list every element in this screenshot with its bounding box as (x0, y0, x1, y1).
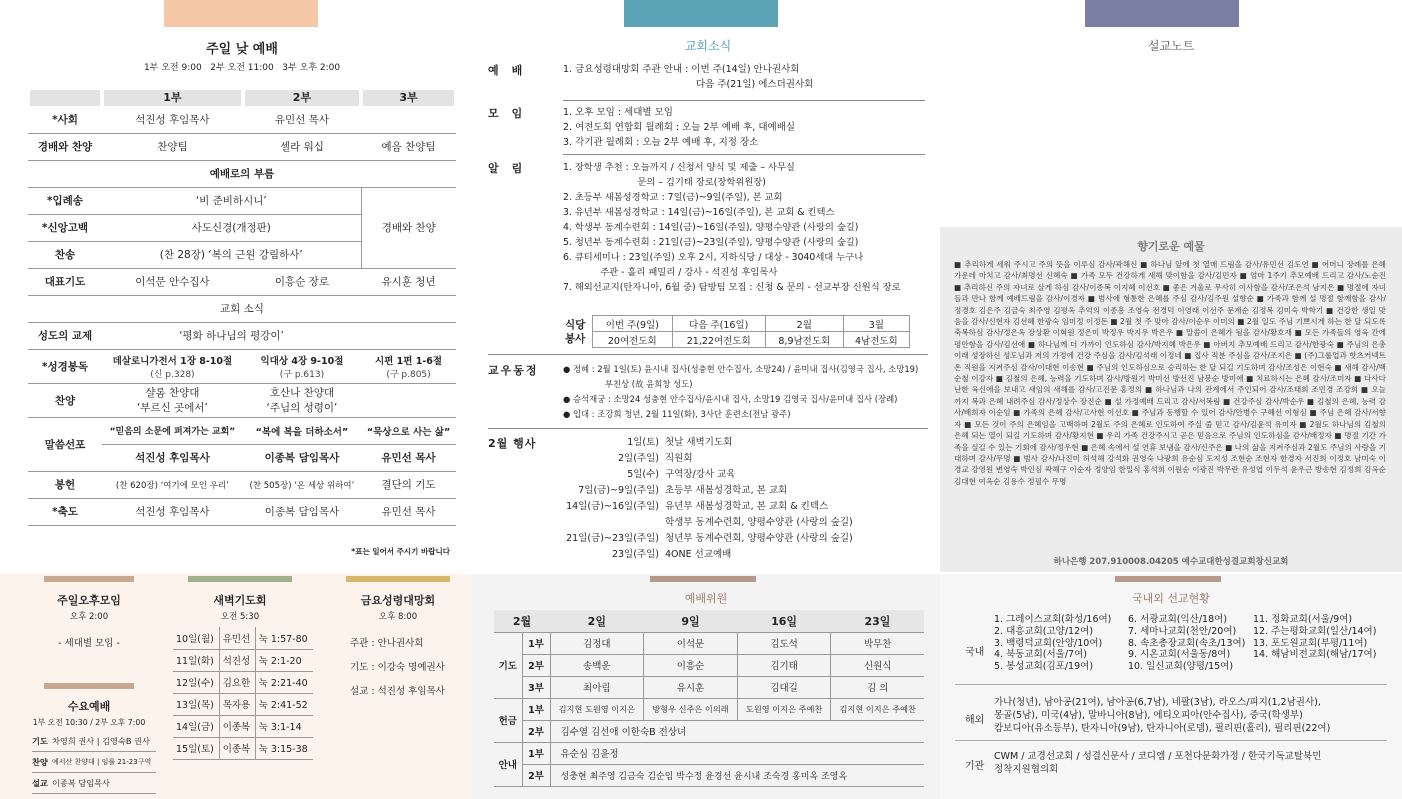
meal-service-label: 식당 봉사 (565, 319, 586, 345)
dawn-cell-s: 눅 3:15-38 (255, 737, 313, 759)
feb-event-desc: 청년부 동계수련회, 양평수양관 (사랑의 숲길) (665, 533, 853, 544)
wednesday-title: 수요예배 (67, 700, 111, 713)
dawn-cell-p: 목자용 (219, 693, 255, 715)
mission-org-label: 기관 (965, 761, 985, 772)
divider (488, 354, 928, 355)
row-sahoe: *사회 석진성 후임목사 유민선 목사 (28, 106, 456, 133)
mission-org-list: CWM / 교경선교회 / 성결신문사 / 코디엠 / 포천다문화가정 / 한국기독교탈북민 정착지원협의회 (994, 751, 1322, 775)
mission-tab-marker (1115, 576, 1221, 582)
dawn-cell-s: 눅 1:57-80 (255, 627, 313, 649)
dawn-row (173, 627, 313, 649)
dawn-cell-d: 11일(화) (173, 649, 219, 671)
feb-event-date: 21일(금)~23일(주일) (566, 533, 659, 544)
feb-event-date: 23일(주일) (611, 549, 659, 560)
divider (563, 100, 925, 101)
news-title: 교회소식 (684, 39, 732, 53)
feb-event-row (538, 547, 928, 563)
dawn-cell-s: 눅 2:1-20 (255, 649, 313, 671)
header-part2: 2부 (245, 90, 359, 106)
afternoon-time: 오후 2:00 (69, 612, 109, 622)
row-sermon-topic: 말씀선포 “믿음의 소문에 퍼져가는 교회” “복에 복을 더하소서” “묵상으로 사는 삶” (28, 417, 456, 444)
friday-rows: 주관 : 안나권사회 기도 : 이강숙 명예권사 설교 : 석진성 후임목사 (350, 638, 445, 697)
worship-title: 주일 낮 예배 (206, 42, 278, 57)
header-part3: 3부 (363, 90, 454, 106)
friday-title: 금요성령대망회 (360, 594, 436, 607)
afternoon-content: - 세대별 모임 - (58, 638, 120, 649)
sermon-note-title: 설교노트 (1147, 39, 1195, 53)
news-meetings: 모 임 1. 오후 모임 : 세대별 모임 2. 여전도회 연합회 월례회 : 오늘 2부 예배 후, 대예배실 3. 각기관 월례회 : 오늘 2부 예배 후, 지정 장소 (488, 107, 796, 148)
divider (955, 684, 1387, 685)
feb-event-date: 7일(금)~9일(주일) (578, 485, 659, 496)
dawn-cell-d: 15일(토) (173, 737, 219, 759)
worship-tab-marker (164, 0, 318, 27)
wednesday-rows: 기도 차영희 권사 | 김영숙B 권사 찬양 예서산 찬양대 | 임률 21-23구역 설교 이종복 담임목사 (32, 731, 156, 794)
row-song: 찬송 (찬 28장) ‘복의 근원 강림하사’ (28, 241, 456, 268)
wednesday-time: 1부 오전 10:30 / 2부 오후 7:00 (32, 718, 146, 727)
dawn-table (173, 627, 313, 760)
dawn-time: 오전 5:30 (220, 612, 260, 622)
offerings-text: ■ 추리하게 세워 주시고 주의 뜻을 이루심 감사/곽해신 ■ 하나님 앞에 첫 열매 드림을 감사/유민선 김도연 ■ 어머니 장례를 은혜 가운데 마치고 감사/최명선 신혜숙 ■ 가족 모두 건강하게 새해 맞이함을 감사/김민자 ■ 엄마 1주기 추모예배 드리고 감사/노순진 ■ 추리하신 주의 자녀로 살게 하심 감사/이종복 이지혜 이선호 ■ 좋은 겨울로 무사히 이사함을 감사/조은석 남지은 ■ 명절에 자녀들과 만나 함께 예배드림을 감사/이경자 ■ 범사에 형통한 은혜를 주심 감사/김주원 설향순 ■ 가족과 함께 설 명절 함께함을 감사/정경호 김은주 김금숙 최주영 김평옥 추억의 이종흥 조영숙 전경덕 이영래 이선주 문계순 김정복 김미숙 박학기 ■ 건강한 생일 맞음을 감사/신현자 김선혜 한광숙 임미정 이정돈 ■ 2월 첫 주 맞아 감사/이순우 이미의 ■ 2월 일도 주님 기쁘시게 하는 한 달 되도록 축복하심 감사/정은옥 장상환 이혁원 정은미 박정우 박지우 박은우 ■ 말씀이 은혜가 됨을 감사/황호재 ■ 모든 가족들의 영육 간에 평안함을 감사/김선애 ■ 하나님께 더 가까이 인도하심 감사/박지혜 박은우 ■ 아버지 추모예배 드리고 감사/한광숙 ■ 주님의 은총이래 성장하신 성도님과 저의 가정에 건강 주심을 감사/김석래 이정네 ■ 집사 직분 주심을 감사/조지은 ■ (주)그룹업과 핫츠커넥트 온 직원을 지켜주심 감사/이대현 이송현 ■ 주님의 인도하심으로 승리하는 한 달 되길 기도하며 감사/조성은 이현숙 ■ 새해 감사/백순철 이강자 ■ 김철의 은혜, 능력을 기도하며 감사/방원기 박미선 방선진 남봉순 방미애 ■ 치료하시는 은혜 감사/조미자 ■ 다사다난한 육신에을 보내고 새임의 새해를 감사/고진문 홍정의 ■ 하나님과 나의 관계에서 주인되어 감사/조태희 조민경 조강희 ■ 오늘까지 복과 은혜 내려주심 감사/정상수 장진순 ■ 설 가정예배 드리고 감사/서복림 ■ 건강주심 감사/박순우 ■ 김철의 은혜, 능력 감사/배희자 이순임 ■ 가족의 은혜 감사/고사현 이선호 ■ 주님과 동행할 수 있어 감사/안병수 구혜선 이형심 ■ 주님 은혜 감사/서향자 ■ 모든 것이 주의 은혜임을 고백하며 2월도 주의 은혜로 인도하여 주실 줄 믿고 감사/김윤석 유미자 ■ 2월도 하나님의 김철의 은혜 되는 열이 되길 기도하며 감사/황지현 ■ 우리 가족 건강주시고 곧은 믿음으로 주님의 인도하심을 감사/배정자 ■ 명절 기간 가족을 실길 수 있는 기회에 감사/정우현 ■ 은혜 속에서 설 연휴 보냄을 감사/신주은 ■ 나의 삶을 지켜주심과 2월도 주님의 사랑을 기대하며 감사/무명 ■ 범사 감사/나진미 허석해 강석화 권영숙 나광희 유순심 도지성 조현순 조현자 한경자 서진희 이정호 남미숙 이경교 강영원 변영숙 박인심 곽해구 이순자 정양임 한밀식 홍석희 이원순 이광진 박무란 유성엽 이두석 윤우근 방송현 김정희 김옥순 김대현 여옥순 김용수 정필수 무명 (954, 260, 1387, 486)
feb-event-row (538, 499, 928, 515)
news-worship: 예 배 1. 금요성령대망회 주관 안내 : 이번 주(14일) 안나권사회 다음 주(21일) 에스더권사회 (488, 64, 814, 90)
dawn-cell-s: 눅 3:1-14 (255, 715, 313, 737)
row-choir: 찬양 샬롬 찬양대 ‘부르신 곳에서’ 호산나 찬양대 ‘주님의 성령이’ (28, 383, 456, 417)
feb-event-desc: 유년부 새봄성경학교, 본 교회 & 킨텍스 (665, 501, 829, 512)
afternoon-tab-marker (44, 576, 134, 582)
mission-title: 국내외 선교현황 (1132, 592, 1210, 605)
dawn-cell-s: 눅 2:41-52 (255, 693, 313, 715)
row-sermon-preacher: 석진성 후임목사 이종복 담임목사 유민선 목사 (28, 444, 456, 471)
mission-domestic-col1: 1. 그레이스교회(화성/16여) 2. 대흥교회(고양/12여) 3. 백령덕교회(안양/10여) 4. 북동교회(서울/7여) 5. 봉성교회(김포/19여) (994, 614, 1112, 673)
dawn-tab-marker (188, 576, 292, 582)
row-reading: *성경봉독 데살로니가전서 1장 8-10절 (신 p.328) 익대상 4장 9-10절 (구 p.613) 시편 1편 1-6절 (구 p.805) (28, 349, 456, 383)
dawn-cell-p: 석진성 (219, 649, 255, 671)
mission-domestic-col3: 11. 정화교회(서울/9여) 12. 주는평화교회(일산/14여) 13. 포도원교회(부평/11여) 14. 해남비전교회(해남/17여) (1253, 614, 1377, 661)
news-notices: 알 림 1. 장학생 추천 : 오늘까지 / 신청서 양식 및 제출 – 사무실 문의 – 김기태 장로(장학위원장) 2. 초등부 새봄성경학교 : 7일(금)~9일(주일), 본 교회 3. 유년부 새봄성경학교 : 14일(금)~16일(주일), 본 교회 & 킨텍스 4. 학생부 동계수련회 : 14일(금)~16일(주일), 양평수양관 (사랑의 숲길) 5. 청년부 동계수련회 : 21일(금)~23일(주일), 양평수양관 (사랑의 숲길) 6. 큐티세미나 : 23일(주일) 오후 2시, 지하식당 / 대상 - 3040세대 누구나 주관 - 홀리 패밀리 / 강사 - 석진성 후임목사 7. 해외선교지(탄자니아, 6월 중) 탐방팀 모집 : 신청 & 문의 - 선교부장 신원식 장로 (488, 162, 901, 293)
mission-abroad-list: 가나(청년), 남아공(21여), 남아공(6,7남), 네팔(3남), 라오스/피지(1,2남권사), 몽골(5남), 미국(4남), 말바니아(8남), 에티오피아(안수집사), 중국(학생부) 캄보디아(유소등부), 탄자니아(9남), 탄자니아(로뎀), 필리핀(홀리), 필리핀(22여) (994, 697, 1331, 734)
feb-event-date: 2일(주일) (618, 453, 659, 464)
row-prayer: 대표기도 이석문 안수집사 이흥순 장로 유시훈 청년 (28, 268, 456, 295)
dawn-cell-d: 12일(수) (173, 671, 219, 693)
afternoon-title: 주일오후모임 (57, 594, 121, 607)
bank-account: 하나은행 207.910008.04205 예수교대한성결교회창신교회 (1053, 557, 1289, 567)
row-creed: *신앙고백 사도신경(개정판) (28, 214, 456, 241)
dawn-cell-d: 10일(월) (173, 627, 219, 649)
feb-event-desc: 초등부 새봄성경학교, 본 교회 (665, 485, 788, 496)
feb-events: 2월 행사 1일(토) 첫날 새벽기도회 2일(주일) 직원회 5일(수) 구역장/강사 교육 7일(금)~9일(주일) 초등부 새봄성경학교, 본 교회 14일(금)~16일(주일) 유년부 새봄성경학교, 본 교회 & 킨텍스 학생부 동계수련회, 양평수양관 (사랑의 숲길) 21일(금)~23일(주일) 청년부 동계수련회, 양평수양관 (사랑의 숲길) 23일(주일) 4ONE 선교예배 (488, 435, 928, 570)
dawn-cell-p: 이종복 (219, 715, 255, 737)
offerings-title: 향기로운 예물 (1137, 240, 1205, 253)
news-tab-marker (624, 0, 778, 27)
feb-event-desc: 학생부 동계수련회, 양평수양관 (사랑의 숲길) (665, 517, 853, 528)
dawn-cell-d: 13일(목) (173, 693, 219, 715)
worship-times: 1부 오전 9:00 2부 오전 11:00 3부 오후 2:00 (143, 63, 341, 73)
feb-event-date (538, 515, 665, 531)
row-offering: 봉헌 (찬 620장) ‘여기에 모인 우리’ (찬 505장) ‘온 세상 위하여’ 결단의 기도 (28, 471, 456, 498)
dawn-row (173, 715, 313, 737)
mission-abroad-label: 해외 (965, 715, 985, 726)
dawn-cell-p: 이종복 (219, 737, 255, 759)
servers-table: 2월 2일 9일 16일 23일 기도 1부 김정대 이석문 김도석 박무찬 2부 송백운 이흥순 김기태 신원식 3부 최아림 유시훈 김대길 김 의 헌금 1부 김지현 도원영 이지은 방형우 신주은 이의래 도원영 이지은 주예찬 김지현 이지은 주예찬 2부 김수열 김선애 이한숙B 전상녀 안내 1부 유순심 김윤정 2부 성충현 최주영 김금숙 김순임 박수정 윤경선 윤시내 조숙경 홍미옥 조영옥 (494, 610, 924, 787)
feb-event-row (538, 451, 928, 467)
feb-event-desc: 4ONE 선교예배 (665, 549, 732, 560)
dawn-cell-p: 김요한 (219, 671, 255, 693)
servers-tab-marker (650, 576, 756, 582)
friday-time: 오후 8:00 (378, 612, 418, 622)
meal-service-table: 이번 주(9일) 다음 주(16일) 2월 3월 20여전도회 21,22여전도회 8,9남전도회 4남전도회 (592, 315, 910, 348)
feb-event-date: 5일(수) (627, 469, 659, 480)
standing-footnote: *표는 일어서 주시기 바랍니다 (351, 547, 450, 556)
header-part1: 1부 (104, 90, 241, 106)
dawn-row (173, 693, 313, 715)
mission-domestic-label: 국내 (965, 647, 985, 658)
row-entrance: *입례송 ‘비 준비하시니’ 경배와 찬양 (28, 187, 456, 214)
row-fellowship: 성도의 교제 ‘평화 하나님의 평강이’ (28, 322, 456, 349)
row-praise: 경배와 찬양 찬양팀 셀라 워십 예음 찬양팀 (28, 133, 456, 160)
worship-order-table (28, 90, 456, 526)
servers-title: 예배위원 (684, 592, 728, 605)
feb-event-row (538, 435, 928, 451)
sermon-note-tab-marker (1085, 0, 1239, 27)
divider (563, 154, 925, 155)
feb-event-date: 1일(토) (627, 437, 659, 448)
dawn-title: 새벽기도회 (213, 594, 267, 607)
feb-event-desc: 첫날 새벽기도회 (665, 437, 733, 448)
section-call: 예배로의 부름 (28, 160, 456, 187)
divider (955, 740, 1387, 741)
friday-tab-marker (346, 576, 450, 582)
feb-event-row (538, 483, 928, 499)
feb-event-row (538, 531, 928, 547)
feb-event-row (538, 515, 928, 531)
dawn-row (173, 737, 313, 759)
section-news: 교회 소식 (28, 295, 456, 322)
dawn-row (173, 671, 313, 693)
news-members: 교우동정 ● 정혜 : 2월 1일(토) 윤시내 집사(성충현 안수집사, 소망24) / 윤미내 집사(김영국 집사, 소망19) 부친상 (故 윤희창 성도) ● 승석재궁 : 소망24 성충현 안수집사/윤시내 집사, 소망19 김영국 집사/윤미내 집사 (장례) ● 입대 : 조강희 청년, 2월 11일(화), 3사단 훈련소(전남 광주) (488, 364, 919, 419)
wednesday-tab-marker (44, 683, 134, 689)
feb-event-row (538, 467, 928, 483)
mission-domestic-col2: 6. 서광교회(익산/18여) 7. 세마나교회(천안/20여) 8. 속초총장교회(속초/13여) 9. 시온교회(서울동/8여) 10. 일신교회(양평/15여) (1128, 614, 1246, 673)
dawn-cell-d: 14일(금) (173, 715, 219, 737)
dawn-cell-p: 유민선 (219, 627, 255, 649)
dawn-cell-s: 눅 2:21-40 (255, 671, 313, 693)
divider (488, 428, 928, 429)
dawn-row (173, 649, 313, 671)
feb-event-desc: 직원회 (665, 453, 693, 464)
row-benediction: *축도 석진성 후임목사 이종복 담임목사 유민선 목사 (28, 498, 456, 525)
feb-event-desc: 구역장/강사 교육 (665, 469, 736, 480)
feb-event-date: 14일(금)~16일(주일) (566, 501, 659, 512)
